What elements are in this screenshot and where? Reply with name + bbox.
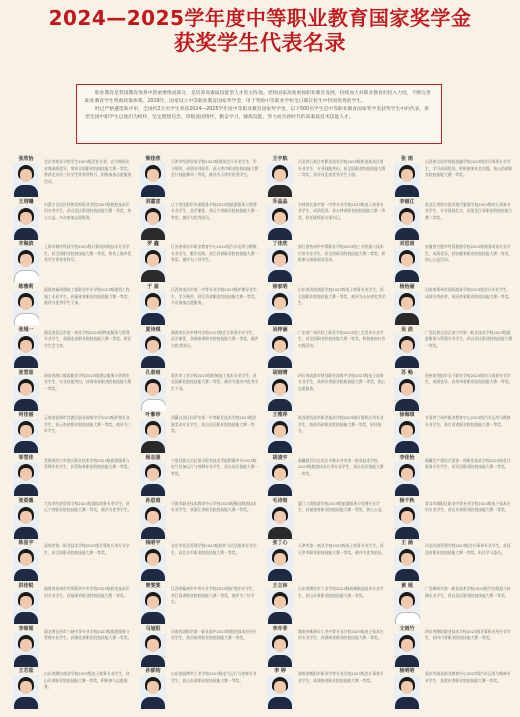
student-photo bbox=[394, 462, 420, 496]
student-photo bbox=[140, 206, 166, 240]
student-card bbox=[264, 583, 390, 625]
student-card bbox=[10, 583, 136, 625]
student-card bbox=[10, 668, 136, 710]
student-photo bbox=[267, 590, 293, 624]
intro-box bbox=[76, 84, 442, 144]
intro-paragraph-1: 职业教育是我国教育体系中的重要组成部分，是培养高素质技能型人才的主阵地。党和国家高度重视职业教育发展，持续加大对职业教育的投入力度，不断完善职业教育学生资助政策体系。2019年，国家设立中等职业教育国家奖学金，用于奖励中等职业学校全日制在校生中特别优秀的学生。 bbox=[85, 91, 431, 104]
student-name: 张雪茹 bbox=[18, 369, 34, 376]
student-name: 孙思雨 bbox=[145, 497, 161, 504]
student-name: 钱明宇 bbox=[145, 540, 161, 547]
student-description: 上海市城市科技学校2023级计算机网络技术专业学生，获全国职业院校技能大赛一等奖，曾获上海市优秀学生等荣誉称号。 bbox=[44, 244, 132, 263]
student-photo bbox=[13, 675, 39, 709]
student-card bbox=[391, 455, 517, 497]
student-card bbox=[391, 370, 517, 412]
student-photo bbox=[267, 291, 293, 325]
student-description: 重庆市工业学校2023级机械加工技术专业学生，获全国职业院校技能大赛二等奖，被评为重庆市优秀学生干部。 bbox=[171, 372, 259, 391]
student-name: 杨志强 bbox=[145, 454, 161, 461]
student-photo bbox=[394, 505, 420, 539]
student-description: 湖北省宜昌市三峡中等专业学校2023级旅游服务与管理专业学生，获湖北省职业院校技能大赛一等奖。 bbox=[44, 628, 132, 641]
student-description: 山东省淄博市工业学校2023级电气运行与控制专业学生，获山东省职业院校技能大赛一等奖。 bbox=[171, 671, 257, 683]
student-card bbox=[137, 583, 263, 625]
student-photo bbox=[267, 505, 293, 539]
student-description: 河北省石家庄市职业技术学校2023级机电技术应用专业学生，专业技能突出，获全国职业院校技能大赛二等奖，获评河北省优秀学生干部。 bbox=[298, 159, 386, 177]
student-name: 张城一 bbox=[18, 326, 34, 333]
student-photo bbox=[267, 419, 293, 453]
student-photo bbox=[140, 377, 166, 411]
student-description: 河北经济管理学校2023级会计事务专业学生，获河北省职业院校技能大赛一等奖，担任学习委员。 bbox=[425, 543, 511, 555]
student-card bbox=[10, 455, 136, 497]
student-description: 黑龙江省哈尔滨市现代服务学校2023级幼儿保育专业学生，专业基础扎实，获黑龙江省职业院校技能大赛二等奖。 bbox=[425, 201, 513, 220]
student-card bbox=[137, 412, 263, 454]
student-name: 陈星宇 bbox=[18, 540, 34, 547]
student-name: 何佳丽 bbox=[18, 412, 34, 419]
student-card bbox=[137, 327, 263, 369]
student-card bbox=[391, 668, 517, 710]
student-description: 陕西省西安市职业技术学校2023级计算机应用专业学生，获陕西省职业院校技能大赛一等奖，担任班长。 bbox=[298, 415, 384, 434]
student-photo bbox=[394, 633, 420, 667]
student-card bbox=[137, 626, 263, 668]
student-photo bbox=[394, 248, 420, 282]
student-card bbox=[137, 370, 263, 412]
student-description: 大连市经济贸易学校2023级国际商务专业学生，获辽宁省职业院校技能大赛一等奖，被评为优秀学生。 bbox=[44, 500, 132, 513]
student-photo bbox=[140, 248, 166, 282]
student-name: 胡雨晴 bbox=[272, 369, 288, 376]
student-description: 内蒙古自治区呼和浩特职业学院2023级数控技术应用专业学生，获自治区职业院校技能大赛一等奖，热心公益，多次参加志愿服务。 bbox=[44, 201, 132, 220]
student-card bbox=[391, 241, 517, 283]
student-name: 乔晶晶 bbox=[272, 198, 288, 205]
student-photo bbox=[13, 633, 39, 667]
student-photo bbox=[140, 419, 166, 453]
student-name: 刘思雨 bbox=[399, 241, 415, 248]
student-description: 山东省济南商贸学校2023级电子商务专业学生，获全国职业院校技能大赛一等奖，被评为山东省优秀学生。 bbox=[298, 287, 386, 306]
student-card bbox=[264, 370, 390, 412]
student-name: 李亦菲 bbox=[272, 625, 288, 632]
student-description: 福建省福州建筑工程职业中专学校2023级建筑工程施工专业学生，获福建省职业院校技能大赛一等奖，被评为优秀学生干部。 bbox=[44, 287, 132, 306]
student-card bbox=[10, 370, 136, 412]
student-photo bbox=[140, 633, 166, 667]
student-name: 刘嘉宣 bbox=[145, 198, 161, 205]
student-description: 深圳市第一职业技术学校2023级计算机应用专业学生，获全国职业院校技能大赛一等奖。 bbox=[44, 543, 130, 555]
student-card bbox=[10, 540, 136, 582]
student-description: 江西省赣州市中等专业学校2023级护理专业学生，获江西省职业院校技能大赛一等奖，被评为三好学生。 bbox=[171, 586, 257, 604]
student-photo bbox=[13, 590, 39, 624]
student-card bbox=[10, 199, 136, 241]
student-description: 湖南省株洲市工业中等专业学校2023级电子技术应用专业学生，获湖南省职业院校技能大赛一等奖。 bbox=[298, 628, 384, 641]
student-description: 河南省洛阳市第一职业高中2023级数控技术应用专业学生，获河南省职业院校技能大赛一等奖。 bbox=[171, 628, 257, 641]
student-name: 夏诗琪 bbox=[145, 326, 161, 333]
student-card bbox=[10, 156, 136, 198]
student-description: 宁夏回族自治区银川职业技术学院附属中专2023级电气设备运行与控制专业学生，获自治区技能大赛一等奖。 bbox=[171, 457, 259, 476]
student-description: 湖北省武汉市第一商业学校2023级物流服务与管理专业学生，获湖北省职业院校技能大赛一等奖，担任学生会主席。 bbox=[44, 329, 132, 348]
student-photo bbox=[394, 377, 420, 411]
student-photo bbox=[13, 419, 39, 453]
student-photo bbox=[13, 462, 39, 496]
student-name: 张欣怡 bbox=[18, 156, 34, 162]
student-card bbox=[137, 241, 263, 283]
student-description: 安徽省合肥市经贸旅游学校2023级商务英语专业学生，成绩优异，获安徽省职业院校技能大赛一等奖，热心公益活动。 bbox=[425, 244, 513, 263]
student-card bbox=[137, 199, 263, 241]
student-card bbox=[264, 241, 390, 283]
student-name: 洪佳锐 bbox=[18, 583, 34, 589]
student-photo bbox=[13, 505, 39, 539]
student-name: 胡凌宇 bbox=[272, 454, 288, 461]
student-name: 杨千秋 bbox=[399, 497, 415, 504]
student-description: 北京市信息管理学校2023级软件与信息服务专业学生，获北京市职业院校技能大赛一等奖。 bbox=[171, 543, 257, 555]
student-name: 王立林 bbox=[272, 583, 288, 589]
student-name: 孙郁钧 bbox=[145, 668, 161, 675]
student-photo bbox=[394, 291, 420, 325]
student-photo bbox=[267, 248, 293, 282]
student-name: 李琼瑶 bbox=[18, 625, 34, 632]
student-description: 江苏省南京市职业教育中心2023级汽车运用与维修专业学生，勤学苦练，获江苏省职业院校技能大赛一等奖，被评为三好学生。 bbox=[171, 244, 259, 263]
student-description: 广东省广州市轻工职业学校2023级工艺美术专业学生，获全国职业院校技能大赛一等奖，积极参加社会实践活动。 bbox=[298, 329, 386, 348]
student-description: 湖南省衡阳市职业中等专业学校2023级会计事务专业学生，获湖南省职业院校技能大赛一等奖。 bbox=[298, 671, 384, 683]
student-card bbox=[264, 540, 390, 582]
student-card bbox=[137, 540, 263, 582]
student-card bbox=[391, 583, 517, 625]
student-description: 山东省潍坊商业学校2023级电子商务专业学生，获山东省职业院校技能大赛一等奖，积极参与志愿服务。 bbox=[44, 671, 130, 690]
student-description: 浙江省杭州市中策职业学校2023级工业机器人技术应用专业学生，获全国职业院校技能大赛二等奖，积极参与创新创业活动。 bbox=[298, 244, 386, 263]
page-title-line-2: 获奖学生代表名录 bbox=[174, 31, 346, 55]
student-name: 张 雨 bbox=[401, 156, 413, 162]
student-description: 青岛市城阳区职业中等专业学校2023级电子技术应用专业学生，获山东省职业院校技能大赛一等奖。 bbox=[425, 500, 511, 513]
student-name: 张丁心 bbox=[272, 540, 288, 547]
student-card bbox=[137, 156, 263, 198]
student-card bbox=[264, 498, 390, 540]
student-description: 贵州省贵阳市女子职业学校2023级幼儿保育专业学生，成绩优异，获贵州省职业院校技能大赛一等奖。 bbox=[425, 372, 513, 384]
student-card bbox=[137, 668, 263, 710]
student-card bbox=[10, 284, 136, 326]
student-description: 天津市第一商业学校2023级电子商务专业学生，获天津市职业院校技能大赛一等奖，被评为优秀团员。 bbox=[298, 543, 386, 555]
student-description: 辽宁省沈阳市外事服务学校2023级旅游服务与管理专业学生，品学兼优，获辽宁省职业院校技能大赛一等奖，被评为优秀团员。 bbox=[171, 201, 259, 220]
student-description: 四川省成都市财贸职业高级中学校2023级电子商务专业学生，获四川省职业院校技能大赛一等奖，热心志愿服务。 bbox=[298, 372, 386, 391]
student-photo bbox=[394, 675, 420, 709]
student-card bbox=[137, 284, 263, 326]
student-description: 云南省昆明市官渡区职业高级中学2023级护理专业学生，获云南省职业院校技能大赛一等奖，被评为三好学生。 bbox=[44, 415, 132, 434]
student-card bbox=[264, 327, 390, 369]
student-photo bbox=[394, 334, 420, 368]
student-card bbox=[10, 498, 136, 540]
student-name: 杨怡涵 bbox=[399, 284, 415, 291]
student-card bbox=[137, 455, 263, 497]
student-photo bbox=[13, 334, 39, 368]
student-name: 王培曦 bbox=[18, 198, 34, 205]
student-photo bbox=[140, 590, 166, 624]
student-name: 梁佳欣 bbox=[145, 156, 161, 162]
student-description: 福建省泉州市华侨职业中专学校2023级机电技术应用专业学生，获福建省职业院校技能大赛一等奖。 bbox=[44, 586, 130, 598]
student-photo bbox=[140, 462, 166, 496]
student-photo bbox=[267, 633, 293, 667]
student-name: 黄 瑶 bbox=[401, 583, 413, 589]
page-title-line-1: 2024—2025学年度中等职业教育国家奖学金 bbox=[48, 6, 472, 30]
student-name: 王宇航 bbox=[272, 156, 288, 162]
student-name: 李佳怡 bbox=[399, 454, 415, 461]
student-name: 马旭阳 bbox=[145, 625, 161, 632]
student-card bbox=[264, 455, 390, 497]
student-photo bbox=[267, 206, 293, 240]
student-description: 江西省南昌市第一中等专业学校2023级护理专业学生，学习刻苦，获江西省职业院校技能大赛一等奖，多次参加志愿服务。 bbox=[171, 287, 259, 306]
student-photo bbox=[394, 419, 420, 453]
student-name: 罗 鑫 bbox=[147, 241, 159, 248]
student-card bbox=[10, 626, 136, 668]
student-photo bbox=[267, 334, 293, 368]
student-description: 山东省潍坊市工业学校2023级机械制造技术专业学生，获山东省职业院校技能大赛一等奖。 bbox=[298, 586, 384, 598]
student-card bbox=[391, 498, 517, 540]
student-photo bbox=[267, 462, 293, 496]
student-photo bbox=[394, 590, 420, 624]
student-name: 邹雪佳 bbox=[18, 454, 34, 461]
student-description: 厦门工商旅游学校2023级旅游服务与管理专业学生，获福建省职业院校技能大赛一等奖，热心公益。 bbox=[298, 500, 386, 513]
student-photo bbox=[13, 547, 39, 581]
student-name: 孔春雨 bbox=[145, 369, 161, 376]
student-card bbox=[391, 199, 517, 241]
student-photo bbox=[394, 163, 420, 197]
student-name: 于 盈 bbox=[147, 284, 159, 291]
student-name: 张姿墨 bbox=[18, 497, 34, 504]
student-description: 四川省绵阳职业技术学校2023级计算机应用专业学生，获四川省职业院校技能大赛一等奖。 bbox=[425, 628, 511, 641]
student-photo bbox=[140, 675, 166, 709]
student-grid bbox=[10, 156, 513, 712]
student-photo bbox=[13, 248, 39, 282]
student-description: 青海省西宁市湟川职业技术学校2023级旅游服务与管理专业学生，获青海省职业院校技能大赛一等奖。 bbox=[44, 457, 132, 470]
student-card bbox=[10, 241, 136, 283]
student-description: 重庆市渝北职业教育中心2023级汽车运用与维修专业学生，获重庆市职业院校技能大赛一等奖。 bbox=[425, 671, 511, 683]
student-card bbox=[391, 156, 517, 198]
student-description: 西藏自治区拉萨市第一中等职业技术学校2023级民族美术专业学生，获自治区职业院校技能大赛一等奖。 bbox=[171, 415, 257, 434]
student-name: 王芯茹 bbox=[18, 668, 34, 675]
student-photo bbox=[13, 163, 39, 197]
student-name: 辛海滨 bbox=[18, 241, 34, 248]
student-photo bbox=[140, 163, 166, 197]
student-card bbox=[264, 199, 390, 241]
student-card bbox=[264, 412, 390, 454]
student-name: 吴 淡 bbox=[401, 326, 413, 333]
student-card bbox=[264, 156, 390, 198]
student-description: 广西壮族自治区南宁市第一职业技术学校2023级旅游服务与管理专业学生，获自治区职业院校技能大赛一等奖。 bbox=[425, 329, 513, 348]
student-description: 新疆维吾尔自治区乌鲁木齐市第一职业技术学校2023级数控技术应用专业学生，获自治区技能大赛一等奖。 bbox=[298, 457, 384, 476]
student-card bbox=[264, 668, 390, 710]
student-card bbox=[137, 498, 263, 540]
student-description: 河南省郑州市国际商务学校2023级会计专业学生，成绩名列前茅，获河南省职业院校技能大赛一等奖。 bbox=[425, 287, 513, 299]
student-name: 吴梓涵 bbox=[272, 326, 288, 333]
student-photo bbox=[267, 675, 293, 709]
student-photo bbox=[140, 547, 166, 581]
student-name: 曾雯雯 bbox=[145, 583, 161, 589]
student-name: 李 婷 bbox=[274, 668, 286, 675]
student-card bbox=[391, 540, 517, 582]
student-photo bbox=[13, 377, 39, 411]
student-description: 吉林省长春市第一中等专业学校2023级电子商务专业学生，成绩优异，获吉林省职业院校技能大赛一等奖，担任班级团支部书记。 bbox=[298, 201, 386, 220]
student-name: 毛诗雨 bbox=[272, 497, 288, 504]
student-name: 徐家明 bbox=[272, 284, 288, 291]
student-name: 文雨竹 bbox=[399, 625, 415, 632]
student-photo bbox=[140, 505, 166, 539]
student-photo bbox=[13, 206, 39, 240]
student-card bbox=[391, 284, 517, 326]
student-name: 李丽江 bbox=[399, 198, 415, 205]
student-card bbox=[391, 626, 517, 668]
student-description: 广西柳州市第一职业技术学校2023级汽车制造与检测专业学生，获自治区职业院校技能大赛一等奖。 bbox=[425, 586, 511, 598]
intro-paragraph-2: 经过严格遴选和评审，全国约2万名学生荣获2024—2025学年度中等职业教育国家奖学金。以下500名学生是中等职业教育国家奖学金获奖学生中的代表，希望全国中职学生以他们为榜样，坚定理想信念，厚植爱国情怀，勤奋学习，锤炼技能，努力成为新时代的高素质技术技能人才。 bbox=[85, 107, 430, 120]
student-card bbox=[264, 284, 390, 326]
student-name: 王雅萍 bbox=[272, 412, 288, 419]
student-photo bbox=[394, 547, 420, 581]
student-photo bbox=[140, 291, 166, 325]
student-name: 王 涵 bbox=[401, 540, 413, 547]
student-name: 陈雅莉 bbox=[18, 284, 34, 291]
student-card bbox=[10, 412, 136, 454]
student-card bbox=[391, 412, 517, 454]
student-card bbox=[391, 327, 517, 369]
student-name: 徐海琪 bbox=[399, 412, 415, 419]
student-card bbox=[10, 327, 136, 369]
student-name: 杨明明 bbox=[399, 668, 415, 675]
student-photo bbox=[13, 291, 39, 325]
student-photo bbox=[267, 377, 293, 411]
student-description: 新疆生产建设兵团第一师职业技术学校2023级会计事务专业学生，获兵团职业院校技能大赛一等奖。 bbox=[425, 457, 511, 470]
student-description: 湖南省长沙市财经学校2023级会计事务专业学生，品学兼优，获湖南省职业院校技能大赛一等奖，被评为优秀团员。 bbox=[171, 329, 259, 348]
student-name: 丁佳欣 bbox=[272, 241, 288, 248]
student-description: 海南省海口旅游职业学校2023级酒店服务与管理专业学生，专业技能突出，获海南省职业院校技能大赛一等奖。 bbox=[44, 372, 132, 391]
student-photo bbox=[267, 163, 293, 197]
student-description: 天津市经济贸易学校2023级财务会计专业学生，学习刻苦，成绩名列前茅，获天津市职业院校技能大赛会计技能赛项一等奖，被评为天津市优秀学生。 bbox=[171, 159, 259, 177]
student-card bbox=[264, 626, 390, 668]
student-photo bbox=[267, 547, 293, 581]
student-photo bbox=[394, 206, 420, 240]
student-name: 苏 畅 bbox=[401, 369, 413, 376]
student-description: 宁波市职业技术教育中心学校2023级模具制造技术专业学生，获浙江省职业院校技能大赛一等奖。 bbox=[171, 500, 257, 513]
student-description: 甘肃省兰州市职业教育中心2023级汽车运用与维修专业学生，获甘肃省职业院校技能大赛一等奖。 bbox=[425, 415, 511, 427]
student-photo bbox=[140, 334, 166, 368]
student-description: 北京市商业学校学生2023级烹饪专业，在学期间专业课成绩优异，荣获全国职业院校技能大赛一等奖，曾获北京市三好学生等荣誉称号，积极参加志愿服务活动。 bbox=[44, 159, 132, 184]
student-name: 叶紫珍 bbox=[145, 412, 161, 419]
student-description: 山西省太原市财政金融学校2023级会计事务专业学生，学习成绩优异，积极参加社会实践，获山西省职业院校技能大赛一等奖。 bbox=[425, 159, 513, 177]
